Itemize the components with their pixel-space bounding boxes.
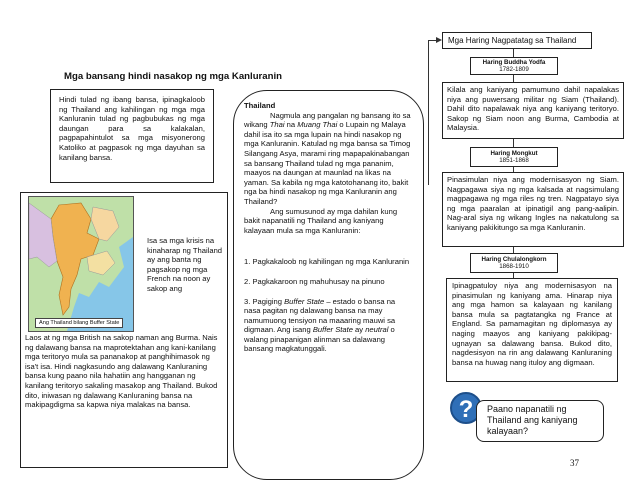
center-para1: Nagmula ang pangalan ng bansang ito sa wikang Thai na Muang Thai o Lupain ng Malaya dahil isa ito sa mga lupain na hindi nasakop ng mga Kanluranin. Katulad ng mga bansa sa Timog Silangang Asya, marami ring mapapakinabangan sa bansang Thailand tulad ng mga pananim, maayos na daungan at maunlad na likas na yaman. Sa kabila ng mga katotohanang ito, bakit nga ba hindi nasakop ng mga Kanluranin ang Thailand? — [244, 110, 411, 206]
king2-text: Pinasimulan niya ang modernisasyon ng Siam. Nagpagawa siya ng mga kalsada at nagsimulang magpagawa ng mga riles ng tren. Nagpatayo siya ng mga paaralan at ipinatigil ang pang-aalipin. Nag-aral siya ng wikang Ingles na nakatulong sa kaniyang pakikitungo sa mga Kanluranin. — [447, 175, 619, 232]
king2-connector-top — [513, 139, 514, 147]
center-item1: 1. Pagkakaloob ng kahilingan ng mga Kanluranin — [244, 257, 410, 267]
king1-connector — [513, 75, 514, 82]
king2-name: Haring Mongkut — [490, 150, 538, 157]
king3-box — [446, 278, 618, 382]
question-text: Paano napanatili ng Thailand ang kaniyang kalayaan? — [487, 404, 578, 436]
map-caption: Ang Thailand bilang Buffer State — [35, 318, 123, 328]
king3-name: Haring Chulalongkorn — [481, 256, 547, 263]
connector-vertical — [428, 40, 429, 185]
king2-label — [470, 147, 558, 167]
header-connector — [513, 49, 514, 57]
king1-label — [470, 57, 558, 75]
intro-box — [50, 89, 214, 183]
thailand-map — [28, 196, 134, 332]
king1-years: 1782-1809 — [499, 66, 529, 74]
intro-text: Hindi tulad ng ibang bansa, ipinagkaloob ng Thailand ang kahilingan ng mga mga Kanluranin tulad ng pagbubukas ng mga daungan para sa kalakalan, pagpapahintulot sa mga misyonerong Katoliko at pagpasok ng mga dayuhan sa kanilang bansa. — [59, 95, 205, 162]
kings-header: Mga Haring Nagpatatag sa Thailand — [442, 32, 592, 49]
king2-years: 1851-1868 — [499, 157, 529, 165]
center-item2: 2. Pagkakaroon ng mahuhusay na pinuno — [244, 276, 385, 286]
king3-label — [470, 253, 558, 273]
question-icon: ? — [450, 392, 482, 424]
center-heading: Thailand — [244, 101, 276, 110]
king1-box — [442, 82, 624, 139]
question-bubble — [476, 400, 604, 442]
beside-map-text: Isa sa mga krisis na kinaharap ng Thailand ay ang banta ng pagsakop ng mga French na noon ay sakop ang — [147, 236, 223, 293]
page-number: 37 — [570, 458, 579, 468]
map-graphic — [29, 197, 133, 331]
king3-text: Ipinagpatuloy niya ang modernisasyon na pinasimulan ng kaniyang ama. Hinarap niya ang mga hamon sa kalayaan ng kanilang bansa mula sa pagtatangka ng France at England. Sa pamamagitan ng diplomasya ay naging maayos ang kaniyang pakikipag-ugnayan sa dalawang bansa. Bukod dito, nagdesisyon na rin ang dalawang Kanluraning bansa na huwag nang ituloy ang digmaan. — [452, 281, 612, 367]
king1-name: Haring Buddha Yodfa — [482, 59, 546, 66]
center-box — [233, 90, 424, 480]
king3-years: 1868-1910 — [499, 263, 529, 271]
king1-text: Kilala ang kaniyang pamumuno dahil napalakas niya ang puwersang militar ng Siam (Thailand). Dahil dito napalawak niya ang kaniyang teritoryo. Sakop ng Siam noon ang Burma, Cambodia at Malaysia. — [447, 85, 619, 133]
page-title: Mga bansang hindi nasakop ng mga Kanluranin — [64, 71, 283, 82]
king2-box — [442, 172, 624, 247]
bottom-left-text: Laos at ng mga British na sakop naman ang Burma. Nais ng dalawang bansa na maprotektahan ang kani-kanilang mga teritoryo mula sa pananakop at panghihimasok ng isa't isa. Hindi nagkasundo ang dalawang Kanluraning bansa kung paano nila hahatiin ang hangganan ng kanilang teritoryo sakaling masakop ang Thailand. Bukod dito, iniwasan ng dalawang Kanluraning bansa na makipagdigma sa kapwa niya malakas na bansa. — [25, 333, 218, 410]
center-para2: Ang sumusunod ay mga dahilan kung bakit napanatili ng Thailand ang kaniyang kalayaan mula sa mga Kanluranin: — [244, 206, 398, 235]
center-item3: 3. Pagiging Buffer State – estado o bansa na nasa pagitan ng dalawang bansa na may namumuong tensiyon na maaaring mauwi sa digmaan. Ang isang Buffer State ay neutral o walang pinapanigan alinman sa dalawang bansang magkatunggali. — [244, 296, 396, 354]
